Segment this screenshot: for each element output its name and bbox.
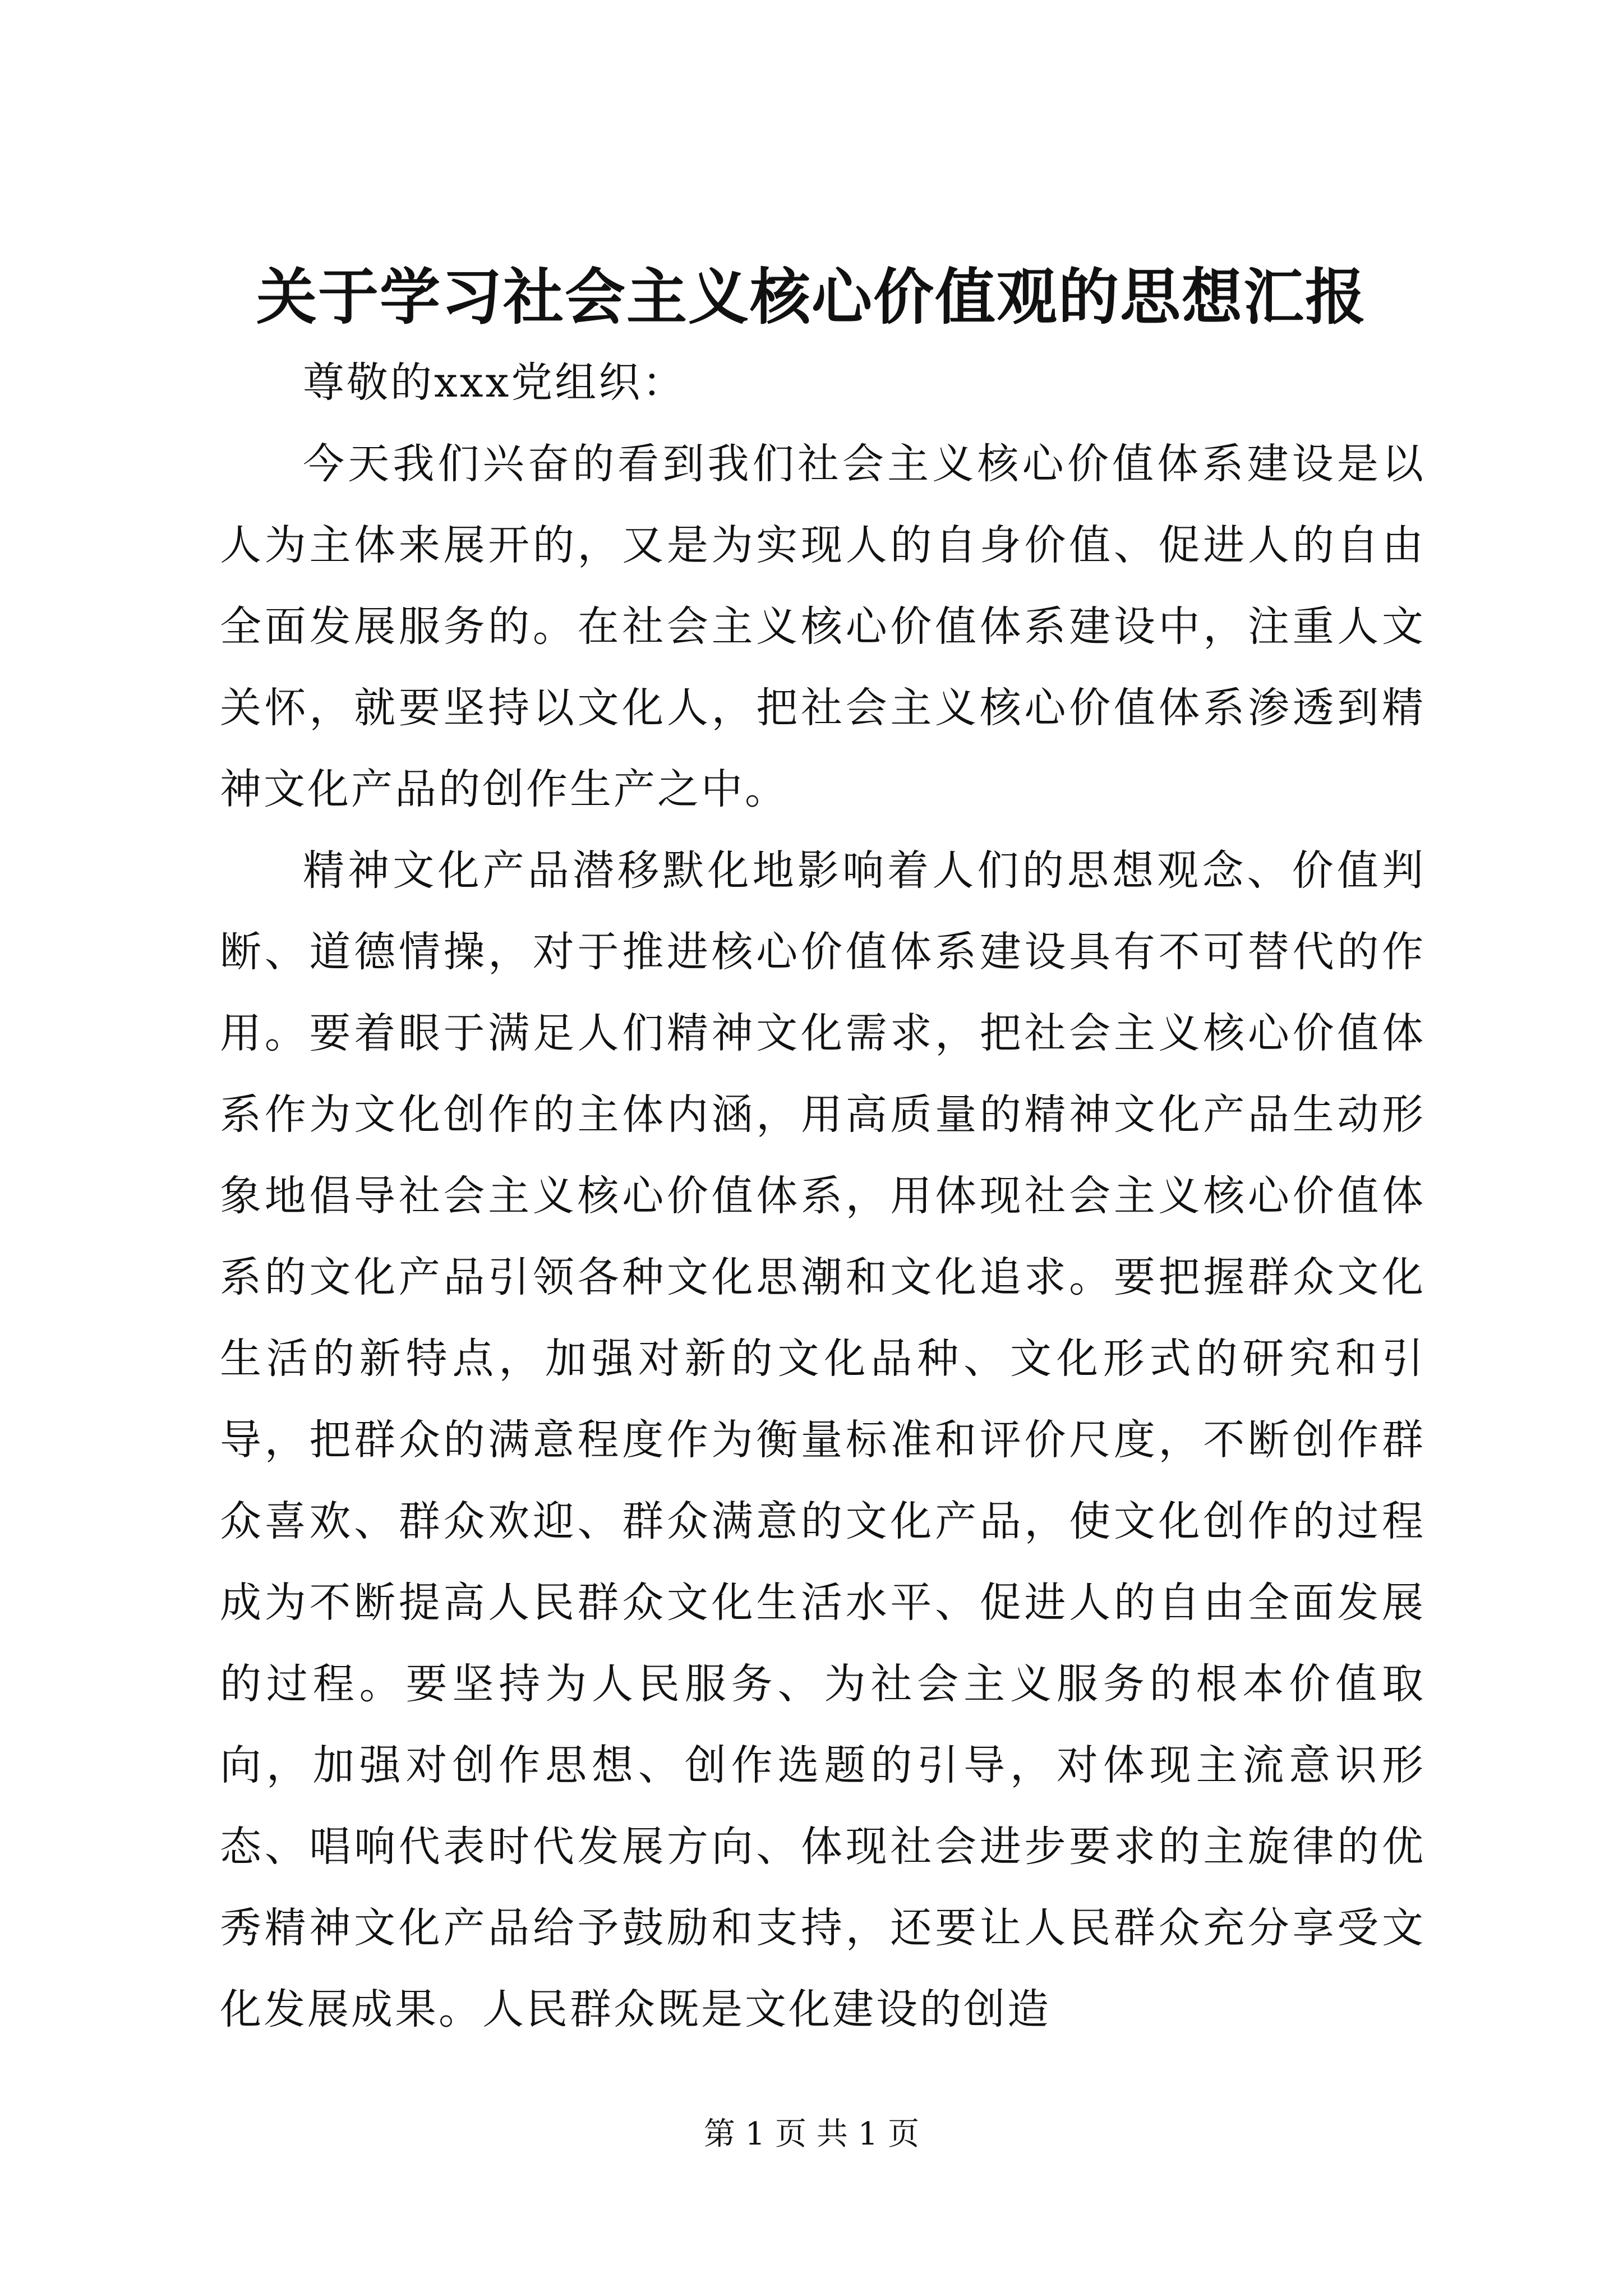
salutation: 尊敬的xxx党组织： [303, 358, 686, 407]
document-body [220, 342, 1426, 2050]
page-footer: 第 1 页 共 1 页 [703, 2116, 920, 2152]
document-title: 关于学习社会主义核心价值观的思想汇报 [256, 262, 1367, 333]
paragraph-2: 精神文化产品潜移默化地影响着人们的思想观念、价值判断、道德情操，对于推进核心价值体系建设具有不可替代的作用。要着眼于满足人们精神文化需求，把社会主义核心价值体系作为文化创作的主体内涵，用高质量的精神文化产品生动形象地倡导社会主义核心价值体系，用体现社会主义核心价值体系的文化产品引领各种文化思潮和文化追求。要把握群众文化生活的新特点，加强对新的文化品种、文化形式的研究和引导，把群众的满意程度作为衡量标准和评价尺度，不断创作群众喜欢、群众欢迎、群众满意的文化产品，使文化创作的过程成为不断提高人民群众文化生活水平、促进人的自由全面发展的过程。要坚持为人民服务、为社会主义服务的根本价值取向，加强对创作思想、创作选题的引导，对体现主流意识形态、唱响代表时代发展方向、体现社会进步要求的主旋律的优秀精神文化产品给予鼓励和支持，还要让人民群众充分享受文化发展成果。人民群众既是文化建设的创造 [220, 846, 1426, 2033]
paragraph-1: 今天我们兴奋的看到我们社会主义核心价值体系建设是以人为主体来展开的，又是为实现人的自身价值、促进人的自由全面发展服务的。在社会主义核心价值体系建设中，注重人文关怀，就要坚持以文化人，把社会主义核心价值体系渗透到精神文化产品的创作生产之中。 [220, 440, 1426, 813]
